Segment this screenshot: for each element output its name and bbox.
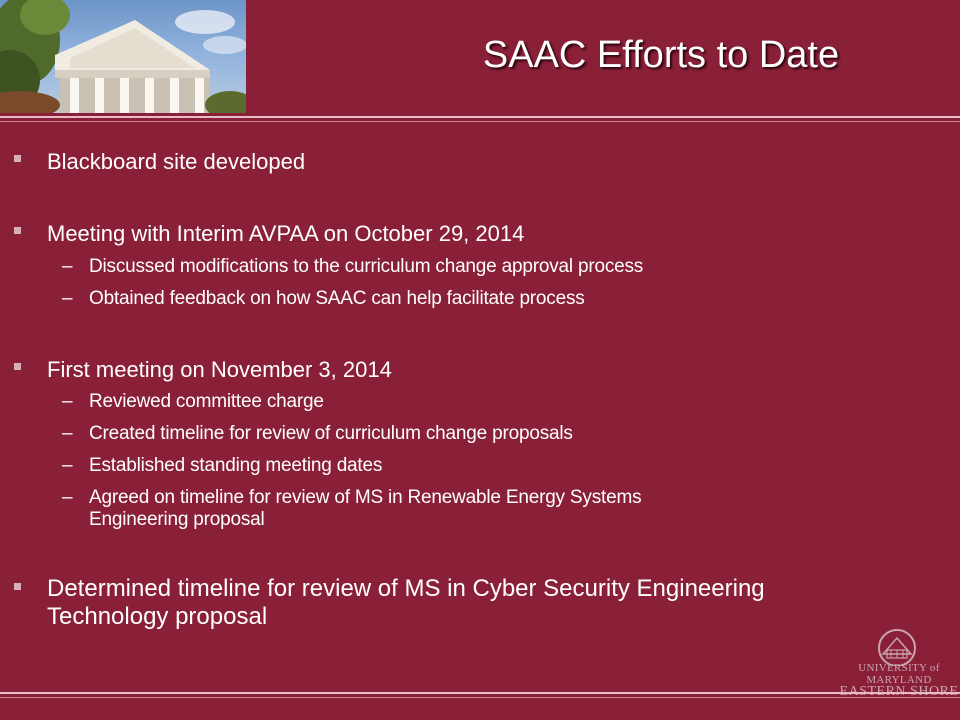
sub-item: Agreed on timeline for review of MS in Renewable Energy Systems [89,487,642,508]
bullet-item-cyber-security: Determined timeline for review of MS in Cyber Security Engineering [47,575,765,602]
bullet-icon [14,363,21,370]
sub-item: Established standing meeting dates [89,455,383,476]
sub-item: Obtained feedback on how SAAC can help facilitate process [89,288,585,309]
dash-icon: – [62,391,73,412]
dash-icon: – [62,423,73,444]
sub-item: Discussed modifications to the curriculum change approval process [89,256,644,277]
bullet-icon [14,155,21,162]
bullet-item-avpaa-meeting: Meeting with Interim AVPAA on October 29, 2014 [47,221,525,246]
top-divider [0,116,960,118]
header-photo [0,0,246,113]
sub-item-continued: Engineering proposal [89,509,265,530]
top-divider-thin [0,121,960,122]
sub-item: Reviewed committee charge [89,391,324,412]
university-wordmark-line1: UNIVERSITY of MARYLAND [858,662,940,686]
dash-icon: – [62,288,73,309]
bullet-item-cyber-security-continued: Technology proposal [47,603,268,630]
campus-building-image [0,0,246,113]
bullet-icon [14,583,21,590]
bullet-item-first-meeting: First meeting on November 3, 2014 [47,357,392,382]
dash-icon: – [62,455,73,476]
slide-title: SAAC Efforts to Date [482,34,840,76]
bottom-divider-thin [0,697,960,698]
sub-item: Created timeline for review of curriculum change proposals [89,423,573,444]
bullet-icon [14,227,21,234]
university-seal-icon [836,626,958,666]
bottom-divider [0,692,960,694]
bullet-item-blackboard: Blackboard site developed [47,149,306,174]
dash-icon: – [62,487,73,508]
dash-icon: – [62,256,73,277]
